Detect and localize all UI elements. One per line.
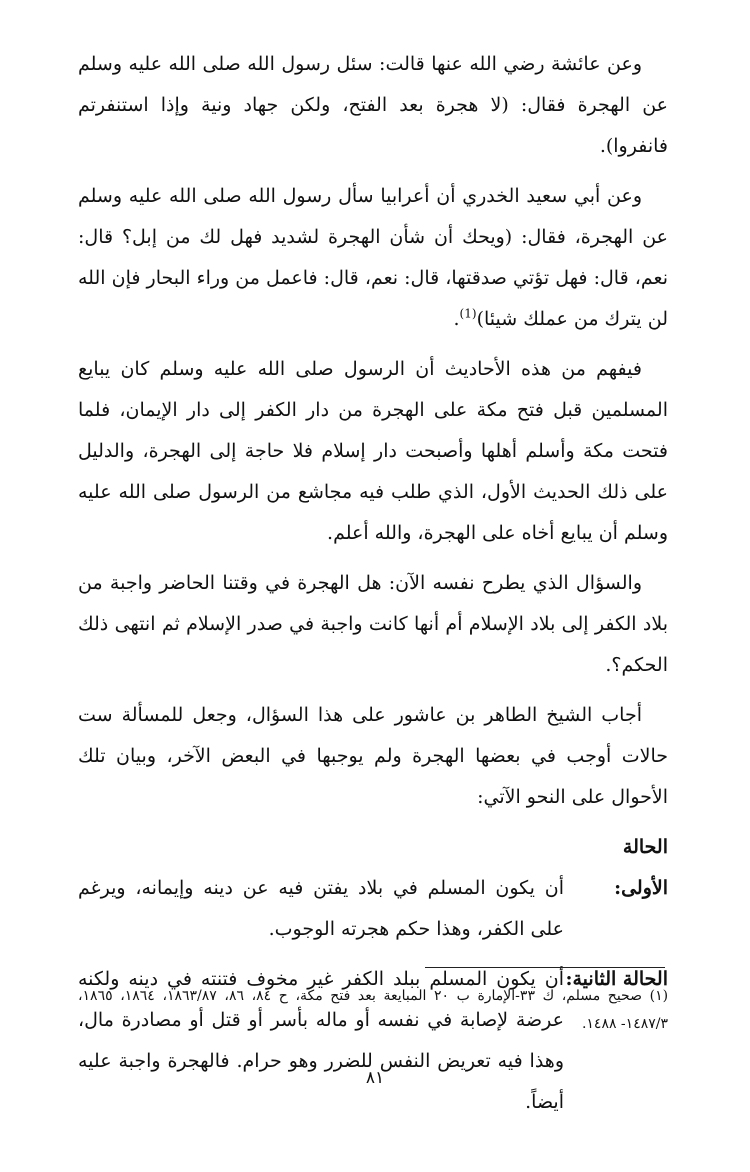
paragraph-aisha-hadith: وعن عائشة رضي الله عنها قالت: سئل رسول الله صلى الله عليه وسلم عن الهجرة فقال: (لا هجرة بعد الفتح، ولكن جهاد ونية وإذا استنفرتم فانفروا). (78, 53, 668, 157)
footnote-reference[interactable]: (1) (459, 306, 477, 321)
main-text (78, 44, 668, 1132)
footnote-divider (425, 967, 665, 968)
paragraph-commentary: فيفهم من هذه الأحاديث أن الرسول صلى الله عليه وسلم كان يبايع المسلمين قبل فتح مكة على الهجرة من دار الكفر إلى دار الإيمان، فلما فتحت مكة وأسلم أهلها وأصبحت دار إسلام فلا حاجة إلى الهجرة، والدليل على ذلك الحديث الأول، الذي طلب فيه مجاشع من الرسول صلى الله عليه وسلم أن يبايع أخاه على الهجرة، والله أعلم. (78, 358, 668, 544)
paragraph-ibn-ashur: أجاب الشيخ الطاهر بن عاشور على هذا السؤال، وجعل للمسألة ست حالات أوجب في بعضها الهجرة ولم يوجبها في البعض الآخر، وبيان تلك الأحوال على النحو الآتي: (78, 704, 668, 808)
case-first (78, 827, 668, 950)
paragraph-khudri-text: وعن أبي سعيد الخدري أن أعرابيا سأل رسول الله صلى الله عليه وسلم عن الهجرة، فقال: (ويحك أن شأن الهجرة لشديد فهل لك من إبل؟ قال: نعم، قال: فهل تؤتي صدقتها، قال: نعم، قال: فاعمل من وراء البحار فإن الله لن يترك من عملك شيئا) (78, 185, 668, 330)
paragraph-question: والسؤال الذي يطرح نفسه الآن: هل الهجرة في وقتنا الحاضر واجبة من بلاد الكفر إلى بلاد الإسلام أم أنها كانت واجبة في صدر الإسلام ثم انتهى ذلك الحكم؟. (78, 572, 668, 676)
paragraph-khudri-hadith (78, 176, 668, 340)
case-first-text: أن يكون المسلم في بلاد يفتن فيه عن دينه وإيمانه، ويرغم على الكفر، وهذا حكم هجرته الوجوب. (78, 877, 564, 940)
page-number: ٨١ (365, 1068, 385, 1088)
footnote: (١) صحيح مسلم، ك ٣٣-الإمارة ب ٢٠ المبايعة بعد فتح مكة، ح ٨٤، ٨٦، ١٨٦٣/٨٧، ١٨٦٤، ١٨٦٥، ١٤٨٧/٣- ١٤٨٨. (78, 988, 669, 1032)
sentence-end: . (453, 308, 460, 330)
case-second-label: الحالة الثانية: (565, 968, 668, 990)
case-second-text: أن يكون المسلم ببلد الكفر غير مخوف فتنته في دينه ولكنه عرضة لإصابة في نفسه أو ماله بأسر أو قتل أو مصادرة مال، وهذا فيه تعريض النفس للضرر وهو حرام. فالهجرة واجبة عليه أيضاً. (78, 968, 564, 1113)
case-first-label: الحالة الأولى: (614, 836, 668, 899)
